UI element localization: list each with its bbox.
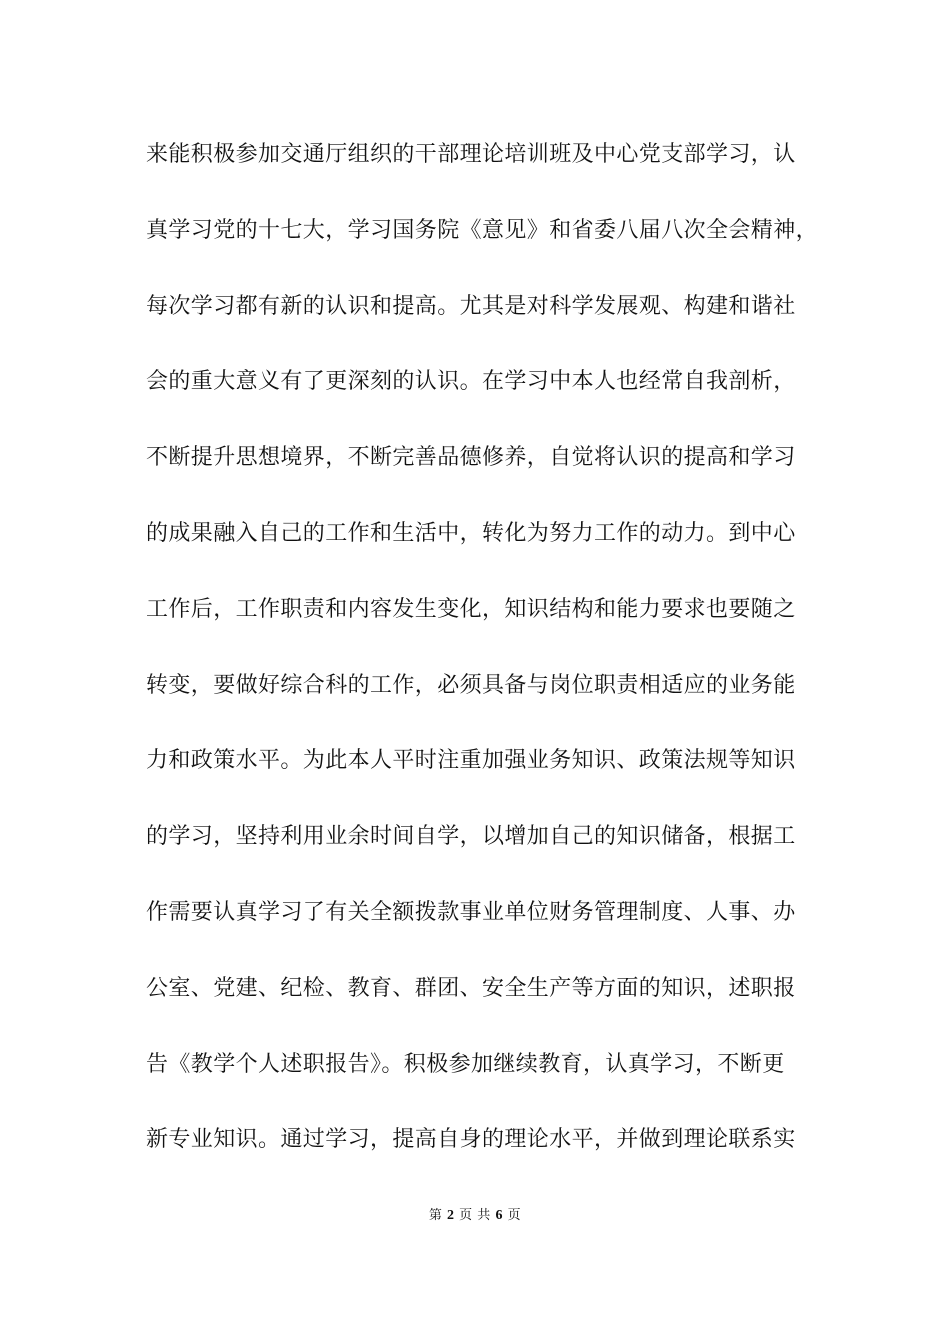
text-line-1: 来能积极参加交通厅组织的干部理论培训班及中心党支部学习，认 xyxy=(146,142,796,167)
current-page-number: 2 xyxy=(447,1208,455,1223)
text-line-3: 每次学习都有新的认识和提高。尤其是对科学发展观、构建和谐社 xyxy=(146,293,796,319)
text-line-8: 转变，要做好综合科的工作，必须具备与岗位职责相适应的业务能 xyxy=(146,672,796,698)
text-line-11: 作需要认真学习了有关全额拨款事业单位财务管理制度、人事、办 xyxy=(146,899,796,925)
text-line-7: 工作后，工作职责和内容发生变化，知识结构和能力要求也要随之 xyxy=(146,596,796,622)
text-line-10: 的学习，坚持利用业余时间自学，以增加自己的知识储备，根据工 xyxy=(146,824,796,850)
document-body xyxy=(146,132,836,1193)
text-line-2: 真学习党的十七大，学习国务院《意见》和省委八届八次全会精神， xyxy=(146,217,819,243)
total-pages-number: 6 xyxy=(495,1208,503,1223)
text-line-4: 会的重大意义有了更深刻的认识。在学习中本人也经常自我剖析， xyxy=(146,369,796,395)
footer-prefix: 第 xyxy=(428,1208,443,1223)
footer-middle: 页 共 xyxy=(459,1208,491,1223)
text-line-14: 新专业知识。通过学习，提高自身的理论水平，并做到理论联系实 xyxy=(146,1127,796,1153)
text-line-9: 力和政策水平。为此本人平时注重加强业务知识、政策法规等知识 xyxy=(146,748,796,774)
page-footer xyxy=(0,1206,950,1226)
footer-suffix: 页 xyxy=(507,1208,522,1223)
text-line-13: 告《教学个人述职报告》。积极参加继续教育，认真学习，不断更 xyxy=(146,1051,785,1077)
text-line-12: 公室、党建、纪检、教育、群团、安全生产等方面的知识，述职报 xyxy=(146,975,796,1001)
text-line-5: 不断提升思想境界，不断完善品德修养，自觉将认识的提高和学习 xyxy=(146,445,796,471)
text-line-6: 的成果融入自己的工作和生活中，转化为努力工作的动力。到中心 xyxy=(146,520,796,546)
